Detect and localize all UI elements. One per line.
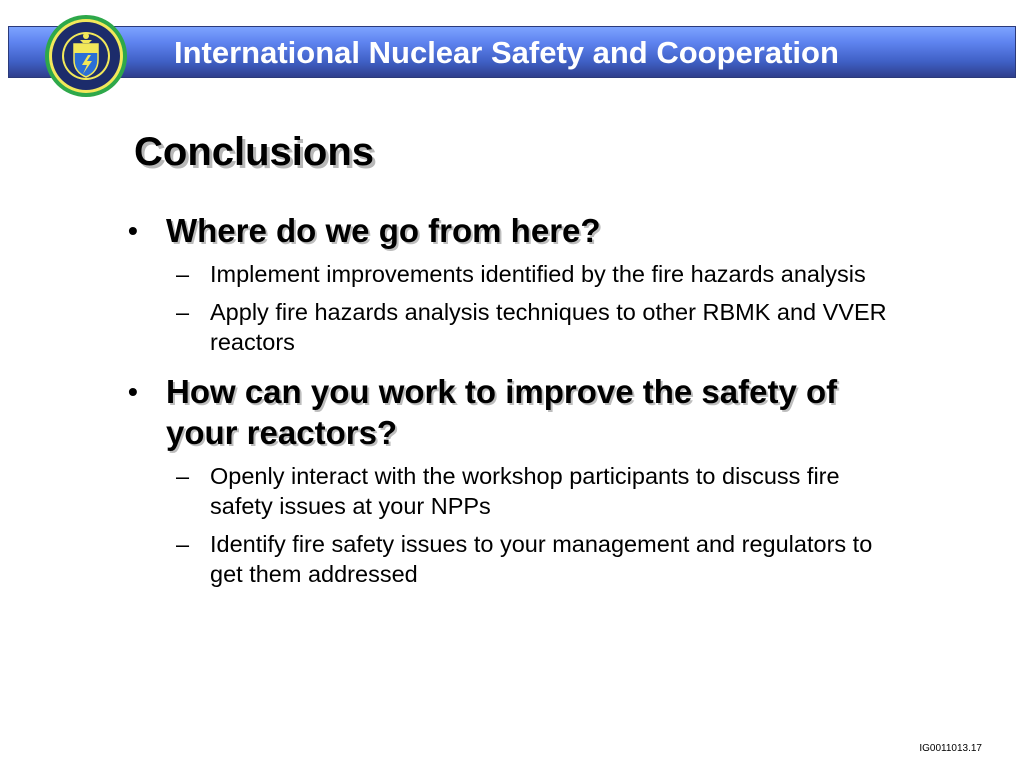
dash-marker: – [176, 463, 190, 489]
sub-bullet-text: Openly interact with the workshop participants to discuss fire safety issues at your NPPs [210, 463, 840, 519]
slide-code: IG0011013.17 [919, 743, 982, 754]
slide-content [128, 210, 908, 597]
dash-marker: – [176, 531, 190, 557]
sub-bullet [128, 461, 908, 521]
header-banner [8, 26, 1016, 78]
bullet-marker: • [128, 376, 138, 407]
sub-bullet [128, 529, 908, 589]
sub-bullet [128, 297, 908, 357]
dash-marker: – [176, 261, 190, 287]
bullet-heading: How can you work to improve the safety of your reactors? [166, 373, 838, 451]
sub-bullet-text: Identify fire safety issues to your management and regulators to get them addressed [210, 531, 873, 587]
bullet-heading: Where do we go from here? [166, 212, 601, 249]
banner-title: International Nuclear Safety and Cooperation [174, 35, 839, 70]
doe-seal-icon [44, 14, 128, 98]
bullet-marker: • [128, 215, 138, 246]
dash-marker: – [176, 299, 190, 325]
sub-bullet [128, 259, 908, 289]
bullet-where-do-we-go [128, 210, 908, 251]
sub-bullet-text: Implement improvements identified by the fire hazards analysis [210, 261, 866, 287]
sub-bullet-text: Apply fire hazards analysis techniques to other RBMK and VVER reactors [210, 299, 887, 355]
bullet-how-can-you-work [128, 371, 908, 453]
slide-title: Conclusions [134, 130, 375, 174]
